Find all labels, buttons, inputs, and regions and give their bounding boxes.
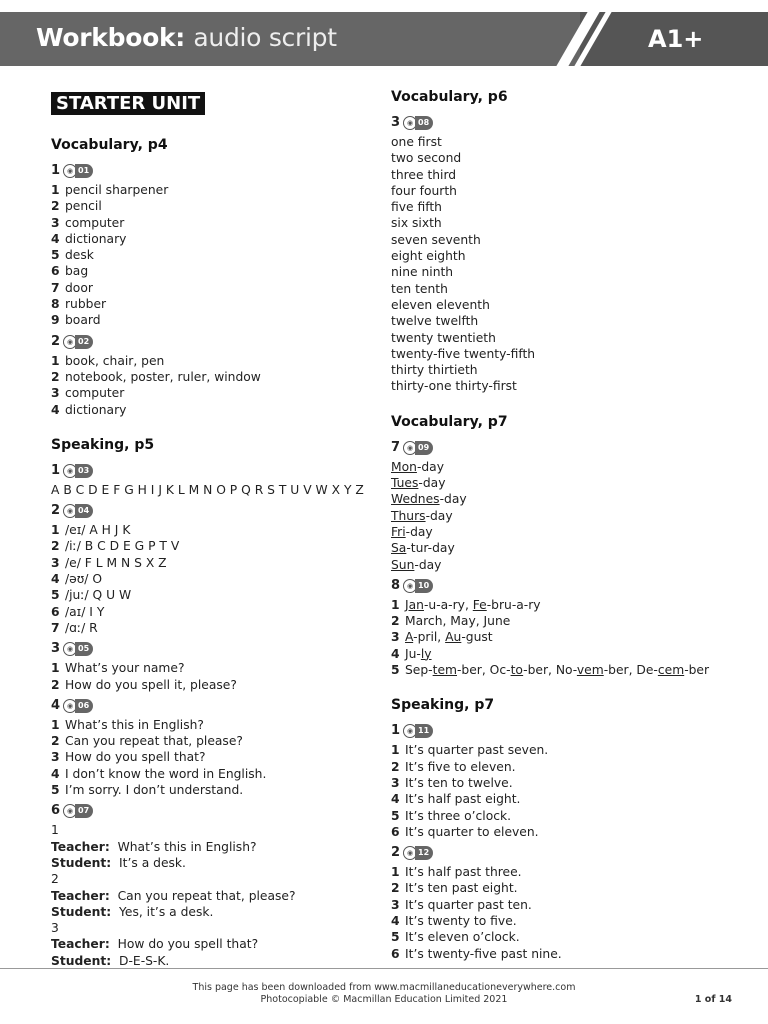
exercise-num: 1 <box>51 462 61 478</box>
item-text: /aɪ/ I Y <box>65 604 105 619</box>
list-item: 1 What’s your name? <box>51 661 185 676</box>
stressed-syllable: Thurs <box>391 508 426 523</box>
stressed-syllable: Au <box>445 630 462 645</box>
exercise-number <box>391 577 751 595</box>
track-number: 12 <box>415 846 433 860</box>
list-item: 4 /əʊ/ O <box>51 572 103 587</box>
month-item <box>391 629 751 645</box>
list-item: 6 /aɪ/ I Y <box>51 604 105 619</box>
item-text: bag <box>65 264 89 279</box>
item-text: /ɑː/ R <box>65 620 98 635</box>
exercise-number <box>51 462 361 480</box>
exercise-number <box>51 502 361 520</box>
stressed-syllable: Fe <box>472 597 487 612</box>
exercise-number <box>51 162 361 180</box>
left-column <box>51 80 364 969</box>
header-title <box>36 23 337 52</box>
item-text: It’s eleven o’clock. <box>405 930 520 945</box>
list-item: 3 It’s ten to twelve. <box>391 775 513 790</box>
list-item: 4 I don’t know the word in English. <box>51 766 267 781</box>
list-item: 6 It’s quarter to eleven. <box>391 824 539 839</box>
audio-track-icon[interactable] <box>63 699 93 713</box>
list-item: 2 How do you spell it, please? <box>51 677 237 692</box>
exercise-number <box>391 114 751 132</box>
dialogue-text: What’s this in English? <box>117 839 257 854</box>
header-title-bold: Workbook: <box>36 23 185 52</box>
stressed-syllable: to <box>510 663 524 678</box>
audio-track-icon[interactable] <box>63 164 93 178</box>
syllable: Sep- <box>405 663 433 678</box>
item-text: It’s three o’clock. <box>405 808 512 823</box>
syllable: -ber <box>684 663 710 678</box>
list-item: six sixth <box>391 216 442 231</box>
syllable: Ju- <box>405 646 421 661</box>
audio-track-icon[interactable] <box>403 846 433 860</box>
exercise-num: 8 <box>391 577 401 593</box>
item-text: It’s quarter to eleven. <box>405 824 539 839</box>
list-item: 5 /juː/ Q U W <box>51 588 132 603</box>
speaker-icon: ◉ <box>403 116 417 130</box>
audio-track-icon[interactable] <box>63 504 93 518</box>
syllable: -ber, Oc- <box>457 663 511 678</box>
item-text: It’s ten to twelve. <box>405 775 513 790</box>
list-item: three third <box>391 167 457 182</box>
list-item: 1 It’s half past three. <box>391 865 522 880</box>
list-item: 9 board <box>51 313 101 328</box>
month-item <box>391 597 751 613</box>
exercise-num: 1 <box>51 163 61 178</box>
exercise <box>51 640 361 693</box>
item-text: dictionary <box>65 402 127 417</box>
track-number: 11 <box>415 724 433 738</box>
audio-track-icon[interactable] <box>403 579 433 593</box>
dialogue-number: 2 <box>51 872 59 887</box>
list-item: 7 /ɑː/ R <box>51 620 98 635</box>
list-item: 1 It’s quarter past seven. <box>391 743 549 758</box>
item-text: March, May, June <box>405 614 511 629</box>
exercise-num: 2 <box>391 845 401 861</box>
item-text: What’s your name? <box>65 661 185 676</box>
list-item: two second <box>391 151 462 166</box>
stressed-syllable: Fri <box>391 524 406 539</box>
speaker-label: Teacher: <box>51 839 110 854</box>
speaker-label: Student: <box>51 953 112 968</box>
audio-track-icon[interactable] <box>403 441 433 455</box>
exercise-num: 2 <box>51 333 61 349</box>
list-item: eleven eleventh <box>391 297 490 312</box>
speaker-icon: ◉ <box>63 164 77 178</box>
item-text: What’s this in English? <box>65 717 204 732</box>
dialogue-line <box>51 953 361 969</box>
footer-download-note: This page has been downloaded from www.macmillaneducationeverywhere.com <box>192 982 576 993</box>
footer-divider <box>0 968 768 969</box>
item-text: I don’t know the word in English. <box>65 766 267 781</box>
list-item: twenty twentieth <box>391 330 496 345</box>
section-title: Speaking, p5 <box>51 436 155 453</box>
syllable: -bru-a-ry <box>486 597 541 612</box>
track-number: 03 <box>75 464 93 478</box>
syllable: -day <box>416 459 444 474</box>
list-item: 6 bag <box>51 264 89 279</box>
stressed-syllable: cem <box>657 663 685 678</box>
dialogue-text: D-E-S-K. <box>119 953 170 968</box>
item-number: 4 <box>391 646 400 661</box>
list-item: 2 notebook, poster, ruler, window <box>51 369 261 384</box>
item-text: I’m sorry. I don’t understand. <box>65 783 244 798</box>
month-item <box>391 662 751 678</box>
stressed-syllable: A <box>405 630 414 645</box>
list-item: 7 door <box>51 280 93 295</box>
audio-track-icon[interactable] <box>63 804 93 818</box>
item-text: pencil sharpener <box>65 183 169 197</box>
exercise-number <box>391 439 751 457</box>
list-item: four fourth <box>391 183 457 198</box>
section-title: Vocabulary, p7 <box>391 413 508 430</box>
exercise <box>51 333 361 418</box>
speaker-icon: ◉ <box>63 335 77 349</box>
list-item: 2 Can you repeat that, please? <box>51 734 243 749</box>
syllable: -ber, No- <box>523 663 577 678</box>
exercise-num: 6 <box>51 803 61 819</box>
list-item: 4 dictionary <box>51 231 127 246</box>
track-number: 08 <box>415 116 433 130</box>
speaker-icon: ◉ <box>403 441 417 455</box>
day-item <box>391 540 751 556</box>
item-text: Can you repeat that, please? <box>65 734 243 749</box>
alphabet-text: A B C D E F G H I J K L M N O P Q R S T U V W X Y Z <box>51 482 364 497</box>
day-item <box>391 475 751 491</box>
item-text: book, chair, pen <box>65 353 165 368</box>
syllable: -day <box>439 492 467 507</box>
exercise <box>51 162 361 329</box>
syllable: -day <box>405 524 433 539</box>
section-title: Vocabulary, p4 <box>51 137 168 153</box>
list-item: 5 It’s eleven o’clock. <box>391 930 520 945</box>
dialogue-line <box>51 855 361 871</box>
item-text: /eɪ/ A H J K <box>65 523 131 538</box>
exercise <box>51 697 361 798</box>
audio-track-icon[interactable] <box>403 724 433 738</box>
exercise-number <box>51 697 361 715</box>
speaker-label: Teacher: <box>51 937 110 952</box>
list-item: 1 What’s this in English? <box>51 717 204 732</box>
item-text: /juː/ Q U W <box>65 588 132 603</box>
speaker-label: Student: <box>51 904 112 919</box>
stressed-syllable: Sun <box>391 557 415 572</box>
day-item <box>391 508 751 524</box>
list-item: one first <box>391 135 442 149</box>
item-text: It’s twenty-five past nine. <box>405 946 562 961</box>
speaker-icon: ◉ <box>63 504 77 518</box>
speaker-icon: ◉ <box>403 579 417 593</box>
item-number: 1 <box>391 597 400 612</box>
day-item <box>391 524 751 540</box>
list-item: twelve twelfth <box>391 314 479 329</box>
page-footer <box>0 982 768 1006</box>
dialogue-text: It’s a desk. <box>119 855 186 870</box>
list-item: 3 It’s quarter past ten. <box>391 897 532 912</box>
item-text: computer <box>65 215 125 230</box>
syllable: -gust <box>461 630 493 645</box>
exercise-number <box>391 722 751 740</box>
exercise <box>391 439 751 573</box>
syllable: -u-a-ry, <box>423 597 473 612</box>
exercise <box>51 462 364 498</box>
exercise-num: 2 <box>51 503 61 519</box>
exercise-number <box>51 802 361 820</box>
dialogue-number: 3 <box>51 921 59 936</box>
list-item: five fifth <box>391 200 442 215</box>
exercise <box>391 844 751 962</box>
section-title: Vocabulary, p6 <box>391 89 508 105</box>
list-item: 1 book, chair, pen <box>51 353 165 368</box>
speaker-icon: ◉ <box>403 724 417 738</box>
track-number: 05 <box>75 642 93 656</box>
stressed-syllable: ly <box>420 646 432 661</box>
item-text: It’s twenty to five. <box>405 913 517 928</box>
speaker-icon: ◉ <box>63 699 77 713</box>
item-text: computer <box>65 386 125 401</box>
exercise-num: 3 <box>51 641 61 657</box>
dialogue-number: 1 <box>51 823 59 838</box>
stressed-syllable: Tues <box>391 476 419 491</box>
page-header <box>0 12 768 66</box>
syllable: -pril, <box>413 630 446 645</box>
list-item: 4 It’s twenty to five. <box>391 913 517 928</box>
track-number: 07 <box>75 804 93 818</box>
list-item: 4 It’s half past eight. <box>391 792 521 807</box>
audio-track-icon[interactable] <box>63 642 93 656</box>
dialogue-line <box>51 904 361 920</box>
right-column <box>391 80 751 962</box>
item-text: dictionary <box>65 231 127 246</box>
speaker-icon: ◉ <box>63 642 77 656</box>
syllable: -tur-day <box>406 541 455 556</box>
exercise-number <box>51 333 361 351</box>
stressed-syllable: Sa <box>391 541 407 556</box>
exercise-num: 4 <box>51 697 61 713</box>
list-item: nine ninth <box>391 265 454 280</box>
exercise-num: 7 <box>391 439 401 455</box>
speaker-icon: ◉ <box>63 804 77 818</box>
item-text: desk <box>65 248 94 263</box>
exercise-number <box>391 844 751 862</box>
speaker-label: Student: <box>51 855 112 870</box>
list-item: 3 How do you spell that? <box>51 750 206 765</box>
list-item: 5 desk <box>51 248 94 263</box>
level-label: A1+ <box>648 25 704 53</box>
day-item <box>391 491 751 507</box>
list-item: 2 It’s ten past eight. <box>391 881 518 896</box>
list-item: 4 dictionary <box>51 402 127 417</box>
list-item: 2 It’s five to eleven. <box>391 759 516 774</box>
list-item: 1 pencil sharpener <box>51 183 169 197</box>
list-item: thirty thirtieth <box>391 363 478 378</box>
track-number: 06 <box>75 699 93 713</box>
syllable: -ber, De- <box>603 663 658 678</box>
item-text: /əʊ/ O <box>65 572 103 587</box>
exercise <box>51 802 361 969</box>
track-number: 10 <box>415 579 433 593</box>
item-text: It’s ten past eight. <box>405 881 518 896</box>
audio-track-icon[interactable] <box>63 335 93 349</box>
month-item <box>391 613 751 629</box>
track-number: 09 <box>415 441 433 455</box>
list-item: 2 pencil <box>51 199 102 214</box>
item-text: It’s quarter past ten. <box>405 897 532 912</box>
item-text: board <box>65 313 101 328</box>
stressed-syllable: vem <box>576 663 604 678</box>
list-item: twenty-five twenty-fifth <box>391 346 536 361</box>
list-item: 1 /eɪ/ A H J K <box>51 523 131 538</box>
dialogue-text: How do you spell that? <box>117 937 259 952</box>
list-item: 3 computer <box>51 215 125 230</box>
stressed-syllable: Mon <box>391 459 417 474</box>
exercise <box>391 577 751 678</box>
stressed-syllable: Jan <box>405 597 424 612</box>
list-item: ten tenth <box>391 281 448 296</box>
list-item: thirty-one thirty-first <box>391 379 517 394</box>
exercise-number <box>51 640 361 658</box>
month-item <box>391 646 751 662</box>
item-number: 2 <box>391 614 400 629</box>
exercise-num: 3 <box>391 115 401 130</box>
list-item: 5 It’s three o’clock. <box>391 808 512 823</box>
audio-track-icon[interactable] <box>63 464 93 478</box>
item-text: rubber <box>65 297 107 312</box>
stressed-syllable: Wednes <box>391 492 440 507</box>
item-text: How do you spell that? <box>65 750 206 765</box>
item-text: It’s quarter past seven. <box>405 743 549 758</box>
list-item: 2 /iː/ B C D E G P T V <box>51 539 180 554</box>
list-item: 8 rubber <box>51 297 107 312</box>
list-item: seven seventh <box>391 232 481 247</box>
exercise-num: 1 <box>391 723 401 739</box>
dialogue-text: Yes, it’s a desk. <box>119 904 214 919</box>
exercise <box>391 114 751 395</box>
track-number: 02 <box>75 335 93 349</box>
day-item <box>391 557 751 573</box>
item-text: It’s half past three. <box>405 865 522 880</box>
footer-copyright: Photocopiable © Macmillan Education Limited 2021 <box>260 994 508 1005</box>
syllable: -day <box>418 476 446 491</box>
track-number: 01 <box>75 164 93 178</box>
list-item: 3 /e/ F L M N S X Z <box>51 555 167 570</box>
list-item: 6 It’s twenty-five past nine. <box>391 946 562 961</box>
item-text: It’s half past eight. <box>405 792 521 807</box>
item-number: 3 <box>391 630 400 645</box>
dialogue-line <box>51 888 361 904</box>
section-title: Speaking, p7 <box>391 697 495 714</box>
item-number: 5 <box>391 663 400 678</box>
audio-track-icon[interactable] <box>403 116 433 130</box>
page-number: 1 of 14 <box>694 994 732 1005</box>
list-item: 3 computer <box>51 386 125 401</box>
item-text: pencil <box>65 199 102 214</box>
item-text: /e/ F L M N S X Z <box>65 555 167 570</box>
unit-label: STARTER UNIT <box>51 92 205 115</box>
item-text: notebook, poster, ruler, window <box>65 369 261 384</box>
syllable: -day <box>425 508 453 523</box>
dialogue-line <box>51 936 361 952</box>
dialogue-text: Can you repeat that, please? <box>117 888 296 903</box>
day-item <box>391 459 751 475</box>
exercise <box>51 502 361 636</box>
item-text: door <box>65 280 93 295</box>
item-text: How do you spell it, please? <box>65 677 237 692</box>
track-number: 04 <box>75 504 93 518</box>
dialogue-line <box>51 839 361 855</box>
list-item: 5 I’m sorry. I don’t understand. <box>51 783 244 798</box>
speaker-label: Teacher: <box>51 888 110 903</box>
item-text: It’s five to eleven. <box>405 759 516 774</box>
speaker-icon: ◉ <box>63 464 77 478</box>
list-item: eight eighth <box>391 249 466 264</box>
speaker-icon: ◉ <box>403 846 417 860</box>
header-title-rest: audio script <box>193 23 337 52</box>
exercise <box>391 722 751 840</box>
item-text: /iː/ B C D E G P T V <box>65 539 180 554</box>
stressed-syllable: tem <box>432 663 457 678</box>
syllable: -day <box>414 557 442 572</box>
